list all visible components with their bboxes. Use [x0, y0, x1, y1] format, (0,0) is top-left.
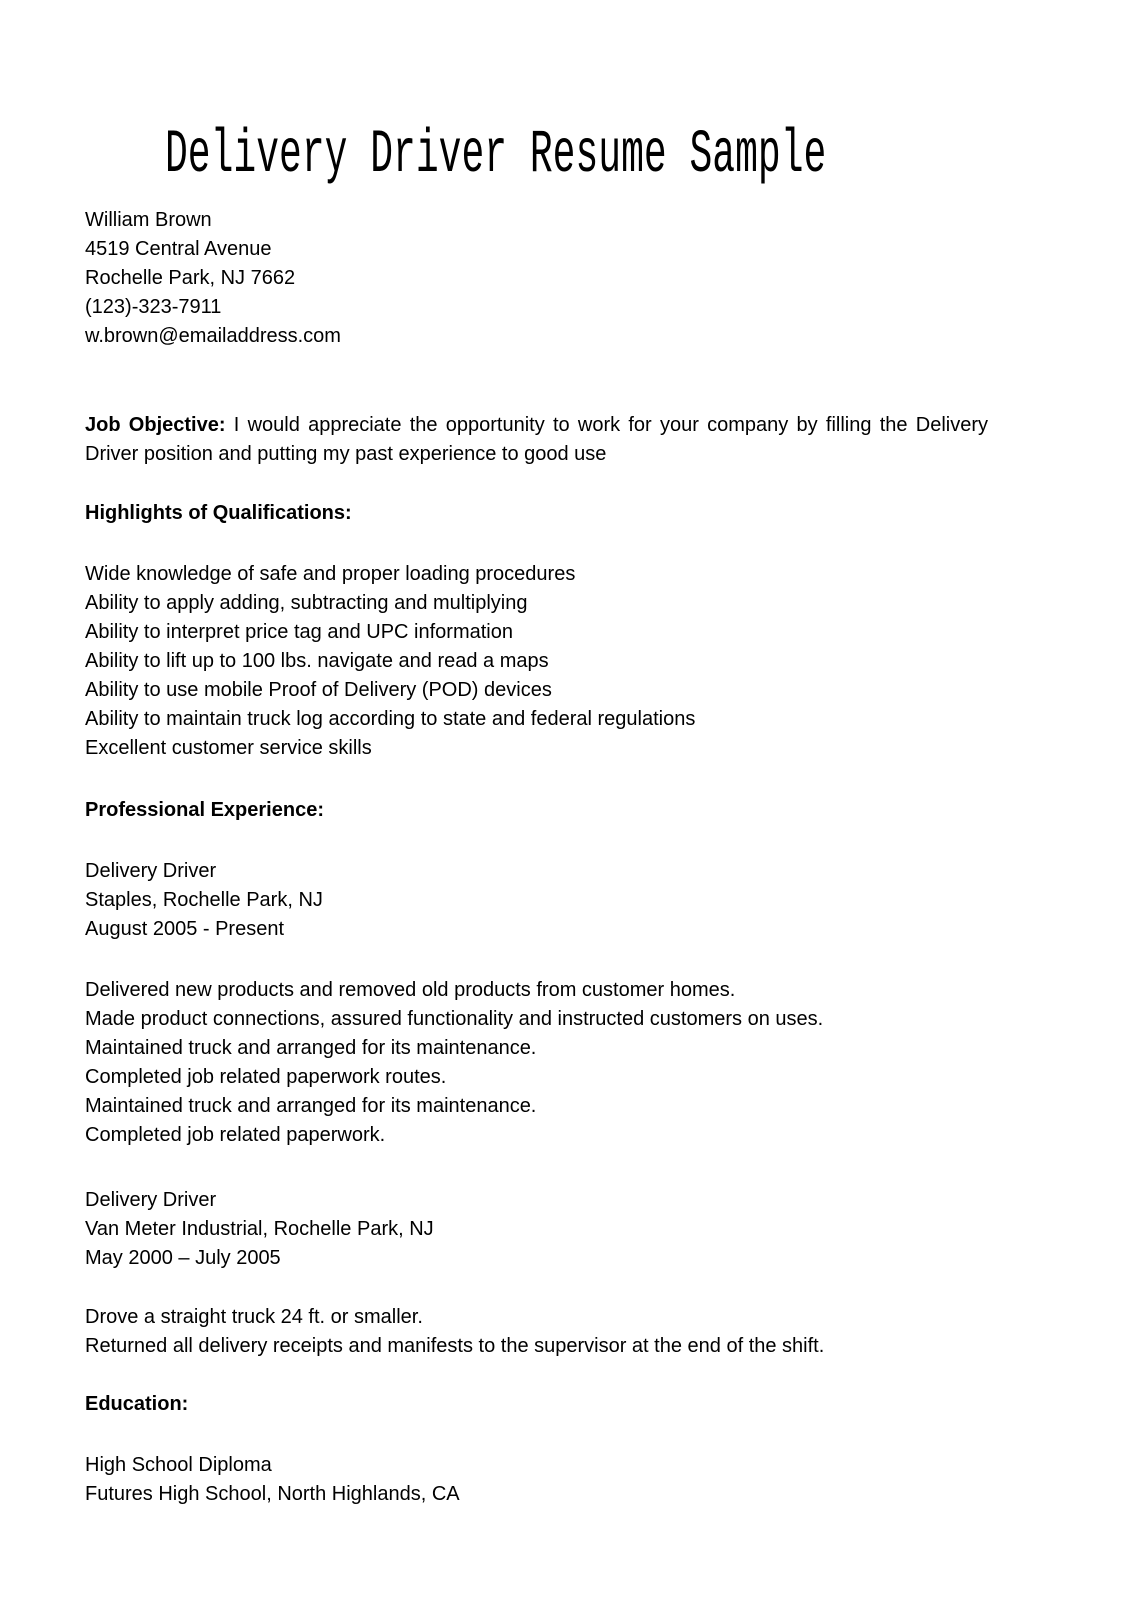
qualification-item: Ability to use mobile Proof of Delivery (POD) devices [85, 679, 552, 701]
job-duty: Completed job related paperwork. [85, 1124, 386, 1146]
job-header [85, 857, 988, 944]
qualification-item: Wide knowledge of safe and proper loading procedures [85, 563, 576, 585]
qualification-item: Ability to apply adding, subtracting and multiplying [85, 592, 528, 614]
job-duty: Completed job related paperwork routes. [85, 1066, 447, 1088]
job-duty: Delivered new products and removed old products from customer homes. [85, 979, 736, 1001]
job-dates: August 2005 - Present [85, 918, 285, 940]
page-title: Delivery Driver Resume Sample [165, 121, 827, 191]
job-duty: Drove a straight truck 24 ft. or smaller. [85, 1306, 423, 1328]
qualifications-list [85, 560, 988, 763]
qualifications-heading: Highlights of Qualifications: [85, 502, 352, 524]
qualification-item: Ability to interpret price tag and UPC information [85, 621, 513, 643]
contact-email: w.brown@emailaddress.com [85, 325, 341, 347]
job-title: Delivery Driver [85, 1189, 217, 1211]
contact-block [85, 206, 988, 351]
qualification-item: Ability to lift up to 100 lbs. navigate and read a maps [85, 650, 549, 672]
job-objective-label: Job Objective: [85, 414, 226, 436]
job-dates: May 2000 – July 2005 [85, 1247, 281, 1269]
education-degree: High School Diploma [85, 1454, 272, 1476]
job-duties [85, 1303, 988, 1361]
job-duties [85, 976, 988, 1150]
job-title: Delivery Driver [85, 860, 217, 882]
job-employer: Van Meter Industrial, Rochelle Park, NJ [85, 1218, 434, 1240]
education-heading: Education: [85, 1393, 189, 1415]
education-school: Futures High School, North Highlands, CA [85, 1483, 460, 1505]
qualification-item: Ability to maintain truck log according to state and federal regulations [85, 708, 696, 730]
job-objective-paragraph [85, 411, 988, 469]
contact-name: William Brown [85, 209, 212, 231]
qualification-item: Excellent customer service skills [85, 737, 372, 759]
contact-street: 4519 Central Avenue [85, 238, 272, 260]
job-duty: Returned all delivery receipts and manifests to the supervisor at the end of the shift. [85, 1335, 825, 1357]
experience-heading: Professional Experience: [85, 799, 324, 821]
job-objective-text: I would appreciate the opportunity to work for your company by filling the Delivery Driver position and putting my past experience to good use [85, 414, 989, 465]
job-duty: Made product connections, assured functionality and instructed customers on uses. [85, 1008, 824, 1030]
job-duty: Maintained truck and arranged for its maintenance. [85, 1037, 537, 1059]
education-entry [85, 1451, 988, 1509]
contact-phone: (123)-323-7911 [85, 296, 222, 318]
job-duty: Maintained truck and arranged for its maintenance. [85, 1095, 537, 1117]
contact-city-state-zip: Rochelle Park, NJ 7662 [85, 267, 296, 289]
job-header [85, 1186, 988, 1273]
job-employer: Staples, Rochelle Park, NJ [85, 889, 323, 911]
